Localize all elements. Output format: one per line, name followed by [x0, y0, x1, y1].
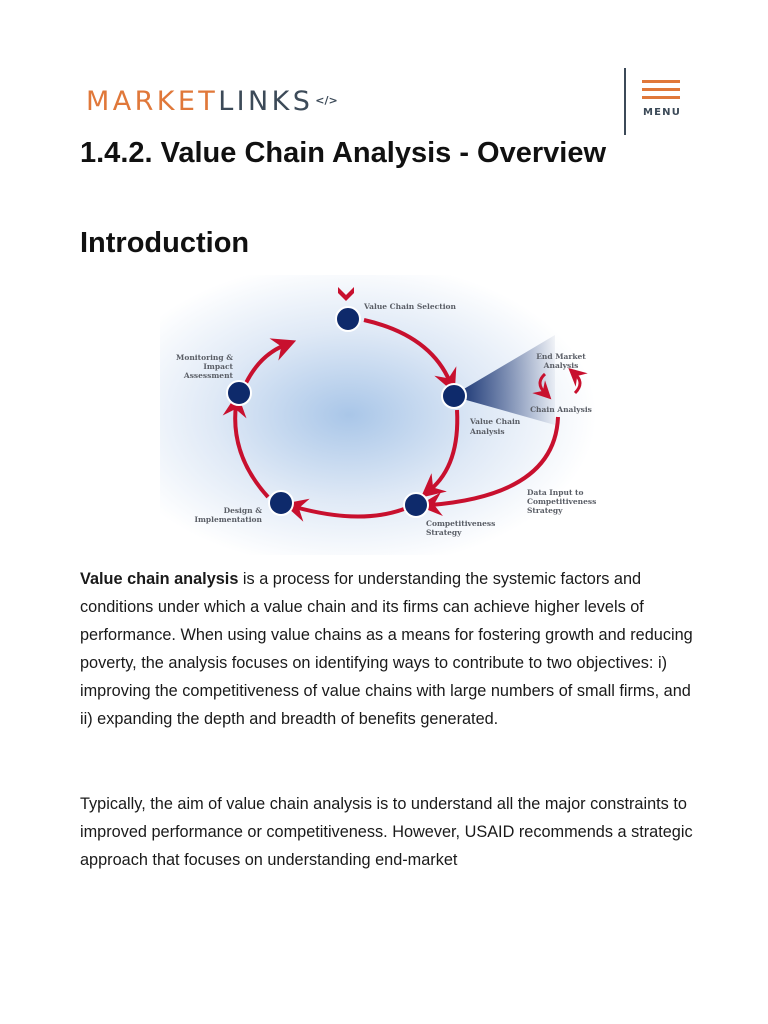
header-divider	[624, 68, 626, 135]
svg-text:Analysis: Analysis	[470, 427, 505, 436]
svg-text:Monitoring &: Monitoring &	[176, 353, 233, 362]
marketlinks-logo[interactable]	[86, 86, 338, 117]
menu-label: MENU	[643, 107, 682, 118]
value-chain-cycle-diagram	[160, 275, 610, 555]
svg-text:Analysis: Analysis	[543, 361, 579, 370]
svg-text:Assessment: Assessment	[183, 371, 233, 380]
svg-text:Value Chain: Value Chain	[470, 417, 521, 426]
menu-button[interactable]	[640, 80, 684, 120]
svg-text:Strategy: Strategy	[426, 528, 462, 537]
code-icon: </>	[315, 94, 338, 107]
page-title: 1.4.2. Value Chain Analysis - Overview	[80, 137, 607, 169]
svg-text:Chain Analysis: Chain Analysis	[530, 405, 592, 414]
logo-text-market: MARKET	[86, 86, 219, 117]
svg-text:Implementation: Implementation	[194, 515, 262, 524]
term-value-chain-analysis: Value chain analysis	[80, 570, 239, 588]
svg-text:Data Input to: Data Input to	[527, 488, 584, 497]
svg-text:Impact: Impact	[203, 362, 233, 371]
svg-text:Strategy: Strategy	[527, 506, 563, 515]
svg-text:Competitiveness: Competitiveness	[527, 497, 597, 506]
intro-paragraph-2: Typically, the aim of value chain analysis is to understand all the major constraints to improved performance or competitiveness. However, USAID recommends a strategic approach that focuses on understanding end-market	[80, 795, 693, 869]
svg-text:End Market: End Market	[536, 352, 586, 361]
svg-text:Value Chain Selection: Value Chain Selection	[364, 302, 457, 311]
intro-paragraph-1-text: is a process for understanding the systemic factors and conditions under which a value chain and its firms can achieve higher levels of performance. When using value chains as a means for fostering growth and reducing poverty, the analysis focuses on identifying ways to contribute to two objectives: i) improving the competitiveness of value chains with large numbers of small firms, and ii) expanding the depth and breadth of benefits generated.	[80, 570, 693, 728]
svg-text:Design &: Design &	[223, 506, 262, 515]
intro-paragraph-1	[80, 565, 700, 733]
section-heading: Introduction	[80, 227, 250, 259]
logo-text-links: LINKS	[218, 86, 314, 117]
svg-text:Competitiveness: Competitiveness	[426, 519, 496, 528]
